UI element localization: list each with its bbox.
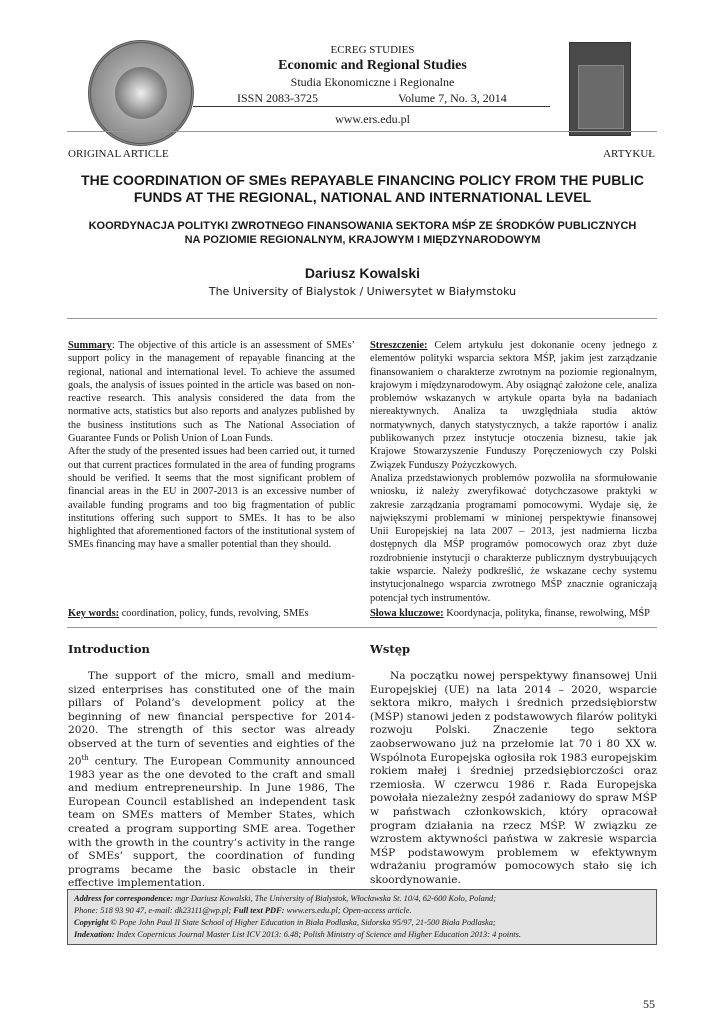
author-name: Dariusz Kowalski: [304, 265, 421, 281]
wstep-text: Na początku nowej perspektywy finansowej Unii Europejskiej (UE) na lata 2014 – 2020, wsparcie sektora mikro, małych i średnich przedsiębiorstw (MŚP) stanowi jeden z podstawowych filarów polityki rozwoju Polski. Znaczenie tego sektora zaobserwowano już na przełomie lat 70 i 80 XX w. Wspólnota Europejska ogłosiła rok 1983 europejskim rokiem małej i średniej przedsiębiorczości oraz rzemiosła. W czerwcu 1986 r. Rada Europejska powołała niezależny zespół zadaniowy do spraw MŚP w państwach członkowskich, który opracował program działania na rzecz MŚP. W związku ze wzrostem aktywności państwa w zakresie wsparcia MŚP podstawowym problemem w efektywnym wdrażaniu programów pomocowych stało się ich skoordynowanie.: [370, 670, 657, 886]
header-rule: [67, 131, 657, 132]
article-type-en: ORIGINAL ARTICLE: [68, 148, 169, 160]
keywords-pl: Słowa kluczowe: Koordynacja, polityka, finanse, rewolwing, MŚP: [370, 608, 650, 619]
section-heading-introduction: Introduction: [68, 642, 150, 656]
introduction-text: The support of the micro, small and medium- sized enterprises has constituted one of the main pillars of Poland’s development policy at the beginning of new financial perspective for 2014-2020. The strength of this sector was already observed at the turn of seventies and eighties of the 20th century. The European Community announced 1983 year as the one devoted to the craft and small and medium entrepreneurship. In June 1986, The European Council established an independent task team on SMEs matters of Member States, which created a program supporting SME area. Together with the growth in the country’s activity in the range of SMEs’ support, the coordination of funding programs became the basic obstacle in their effective implementation.: [68, 670, 355, 890]
journal-title: Economic and Regional Studies: [278, 58, 467, 73]
keywords-en: Key words: coordination, policy, funds, revolving, SMEs: [68, 608, 309, 619]
affiliation: The University of Bialystok / Uniwersytet w Białymstoku: [208, 285, 517, 298]
issn: ISSN 2083-3725: [237, 91, 319, 105]
journal-title-pl: Studia Ekonomiczne i Regionalne: [290, 75, 455, 89]
header-divider: [193, 106, 550, 107]
summary-en: Summary: The objective of this article is an assessment of SMEs’ support policy in the management of repayable financing at the regional, national and international level. To achieve the assumed goals, the analysis of issues pointed in the article was based on non-reactive research. This analysis considered the data from the normative acts, statistics but also reports and analyzes published by the business institutions such as The National Association of Guarantee Funds or Polish Union of Loan Funds. After the study of the presented issues had been carried out, it turned out that current practices formulated in the area of funding programs should be verified. It seems that the most significant problem of financial areas in the EU in 2007-2013 is an excessive number of available funding programs and too big fragmentation of public institutions offering such support to SMEs. It has to be also highlighted that aforementioned factors of the institutional system of SMEs financing may have a smaller potential than they should.: [68, 340, 355, 551]
page-number: 55: [643, 997, 655, 1011]
summary-pl: Streszczenie: Celem artykułu jest dokonanie oceny jednego z elementów polityki wsparcia sektora MŚP, jakim jest zarządzanie finansowaniem o charakterze zwrotnym na poziomie regionalnym, krajowym i międzynarodowym. Aby osiągnąć założone cele, analiza problemów wskazanych w artykule oparta była na badaniach niereaktywnych. Analiza ta uwzględniała studia aktów normatywnych, danych statystycznych, a także raportów i analiz publikowanych przez instytucje otoczenia biznesu, takie jak Krajowe Stowarzyszenie Funduszy Poręczeniowych czy Polski Związek Funduszy Pożyczkowych. Analiza przedstawionych problemów pozwoliła na sformułowanie wniosku, iż należy zweryfikować dotychczasowe praktyki w zakresie zarządzania programami pomocowymi. Wydaje się, że największymi problemami w minionej perspektywie finansowej Unii Europejskiej na lata 2007 – 2013, jest nadmierna liczba dostępnych dla MŚP programów pomocowych oraz zbyt duże rozdrobnienie instytucji o charakterze publicznym dystrybuujących takie wsparcie. Należy podkreślić, że wskazane cechy systemu instytucjonalnego wsparcia zwrotnego MŚP znacznie ograniczają potencjał tych instrumentów.: [370, 340, 657, 604]
correspondence-box: Address for correspondence: mgr Dariusz Kowalski, The University of Bialystok, Włocławska St. 10/4, 62-600 Koło, Poland; Phone: 518 93 90 47, e-mail: dk23111@wp.pl; Full text PDF: www.ers.edu.pl; Open-access article. Copyright © Pope John Paul II State School of Higher Education in Biała Podlaska, Sidorska 95/97, 21-500 Biała Podlaska; Indexation: Index Copernicus Journal Master List ICV 2013: 6.48; Polish Ministry of Science and Higher Education 2013: 4 points.: [67, 889, 657, 945]
title-en: THE COORDINATION OF SMEs REPAYABLE FINANCING POLICY FROM THE PUBLIC FUNDS AT THE REGIONAL, NATIONAL AND INTERNATIONAL LEVEL: [81, 172, 644, 205]
section-heading-wstep: Wstęp: [370, 642, 411, 656]
journal-cover-image: [569, 42, 631, 136]
title-pl: KOORDYNACJA POLITYKI ZWROTNEGO FINANSOWANIA SEKTORA MŚP ZE ŚRODKÓW PUBLICZNYCH NA POZIOMIE REGIONALNYM, KRAJOWYM I MIĘDZYNARODOWYM: [88, 220, 637, 246]
volume-info: Volume 7, No. 3, 2014: [398, 91, 507, 105]
abstract-rule: [67, 318, 657, 319]
series-name: ECREG STUDIES: [330, 44, 415, 56]
keywords-rule: [67, 627, 657, 628]
journal-url[interactable]: www.ers.edu.pl: [335, 112, 410, 126]
article-type-pl: ARTYKUŁ: [603, 148, 655, 160]
